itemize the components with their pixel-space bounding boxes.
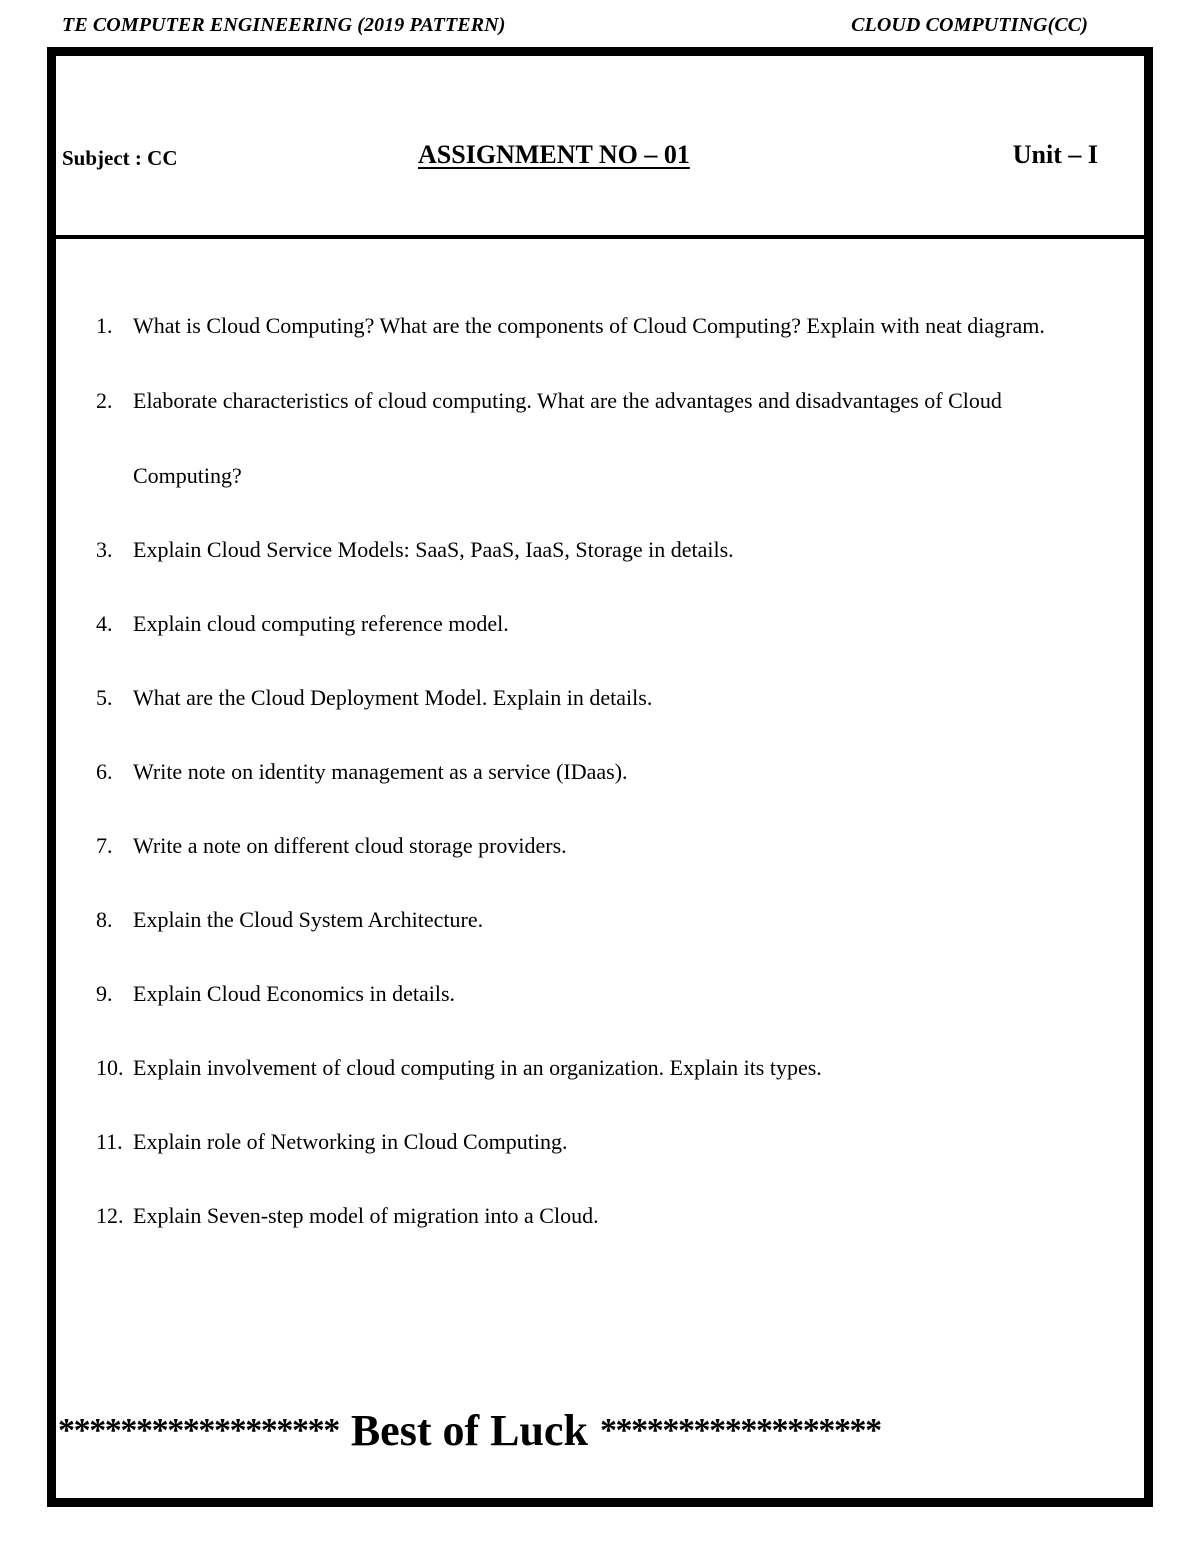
question-text: Explain Cloud Service Models: SaaS, PaaS, IaaS, Storage in details. bbox=[133, 537, 734, 562]
question-number: 3. bbox=[96, 537, 113, 562]
question-text: Elaborate characteristics of cloud computing. What are the advantages and disadvantages of Cloud Computing? bbox=[133, 388, 1002, 488]
question-item bbox=[96, 1105, 1116, 1179]
question-item bbox=[96, 883, 1116, 957]
question-item bbox=[96, 735, 1116, 809]
assignment-title: ASSIGNMENT NO – 01 bbox=[418, 140, 690, 169]
question-text: Explain involvement of cloud computing in an organization. Explain its types. bbox=[133, 1055, 822, 1080]
question-text: What are the Cloud Deployment Model. Explain in details. bbox=[133, 685, 653, 710]
best-of-luck-banner bbox=[58, 1403, 1148, 1459]
question-number: 9. bbox=[96, 981, 113, 1006]
question-item bbox=[96, 513, 1116, 587]
question-number: 12. bbox=[96, 1203, 124, 1228]
unit-label: Unit – I bbox=[1012, 140, 1098, 169]
question-text: Explain Seven-step model of migration into a Cloud. bbox=[133, 1203, 599, 1228]
question-number: 5. bbox=[96, 685, 113, 710]
subject-label: Subject : CC bbox=[62, 146, 178, 170]
question-item bbox=[96, 587, 1116, 661]
divider-rule bbox=[56, 235, 1144, 239]
question-item bbox=[96, 957, 1116, 1031]
question-item bbox=[96, 1179, 1116, 1253]
course-title: TE COMPUTER ENGINEERING (2019 PATTERN) bbox=[62, 13, 506, 36]
assignment-heading-row bbox=[62, 140, 1102, 176]
question-number: 2. bbox=[96, 388, 113, 413]
question-item bbox=[96, 363, 1116, 513]
question-item bbox=[96, 661, 1116, 735]
subject-title: CLOUD COMPUTING(CC) bbox=[851, 13, 1088, 36]
stars-right: ****************** bbox=[599, 1412, 881, 1449]
question-number: 10. bbox=[96, 1055, 124, 1080]
best-of-luck-text: Best of Luck bbox=[350, 1406, 588, 1455]
question-number: 4. bbox=[96, 611, 113, 636]
question-number: 6. bbox=[96, 759, 113, 784]
question-number: 1. bbox=[96, 313, 113, 338]
question-item bbox=[96, 1031, 1116, 1105]
stars-left: ****************** bbox=[58, 1412, 339, 1449]
question-item bbox=[96, 288, 1116, 363]
page-header bbox=[62, 10, 1088, 40]
question-number: 7. bbox=[96, 833, 113, 858]
question-text: Write a note on different cloud storage providers. bbox=[133, 833, 567, 858]
question-list bbox=[96, 288, 1116, 1253]
question-text: Explain the Cloud System Architecture. bbox=[133, 907, 484, 932]
question-text: Explain Cloud Economics in details. bbox=[133, 981, 456, 1006]
question-text: What is Cloud Computing? What are the components of Cloud Computing? Explain with neat diagram. bbox=[133, 313, 1045, 338]
question-item bbox=[96, 809, 1116, 883]
question-text: Write note on identity management as a service (IDaas). bbox=[133, 759, 628, 784]
question-number: 11. bbox=[96, 1129, 123, 1154]
question-number: 8. bbox=[96, 907, 113, 932]
question-text: Explain role of Networking in Cloud Computing. bbox=[133, 1129, 568, 1154]
question-text: Explain cloud computing reference model. bbox=[133, 611, 509, 636]
